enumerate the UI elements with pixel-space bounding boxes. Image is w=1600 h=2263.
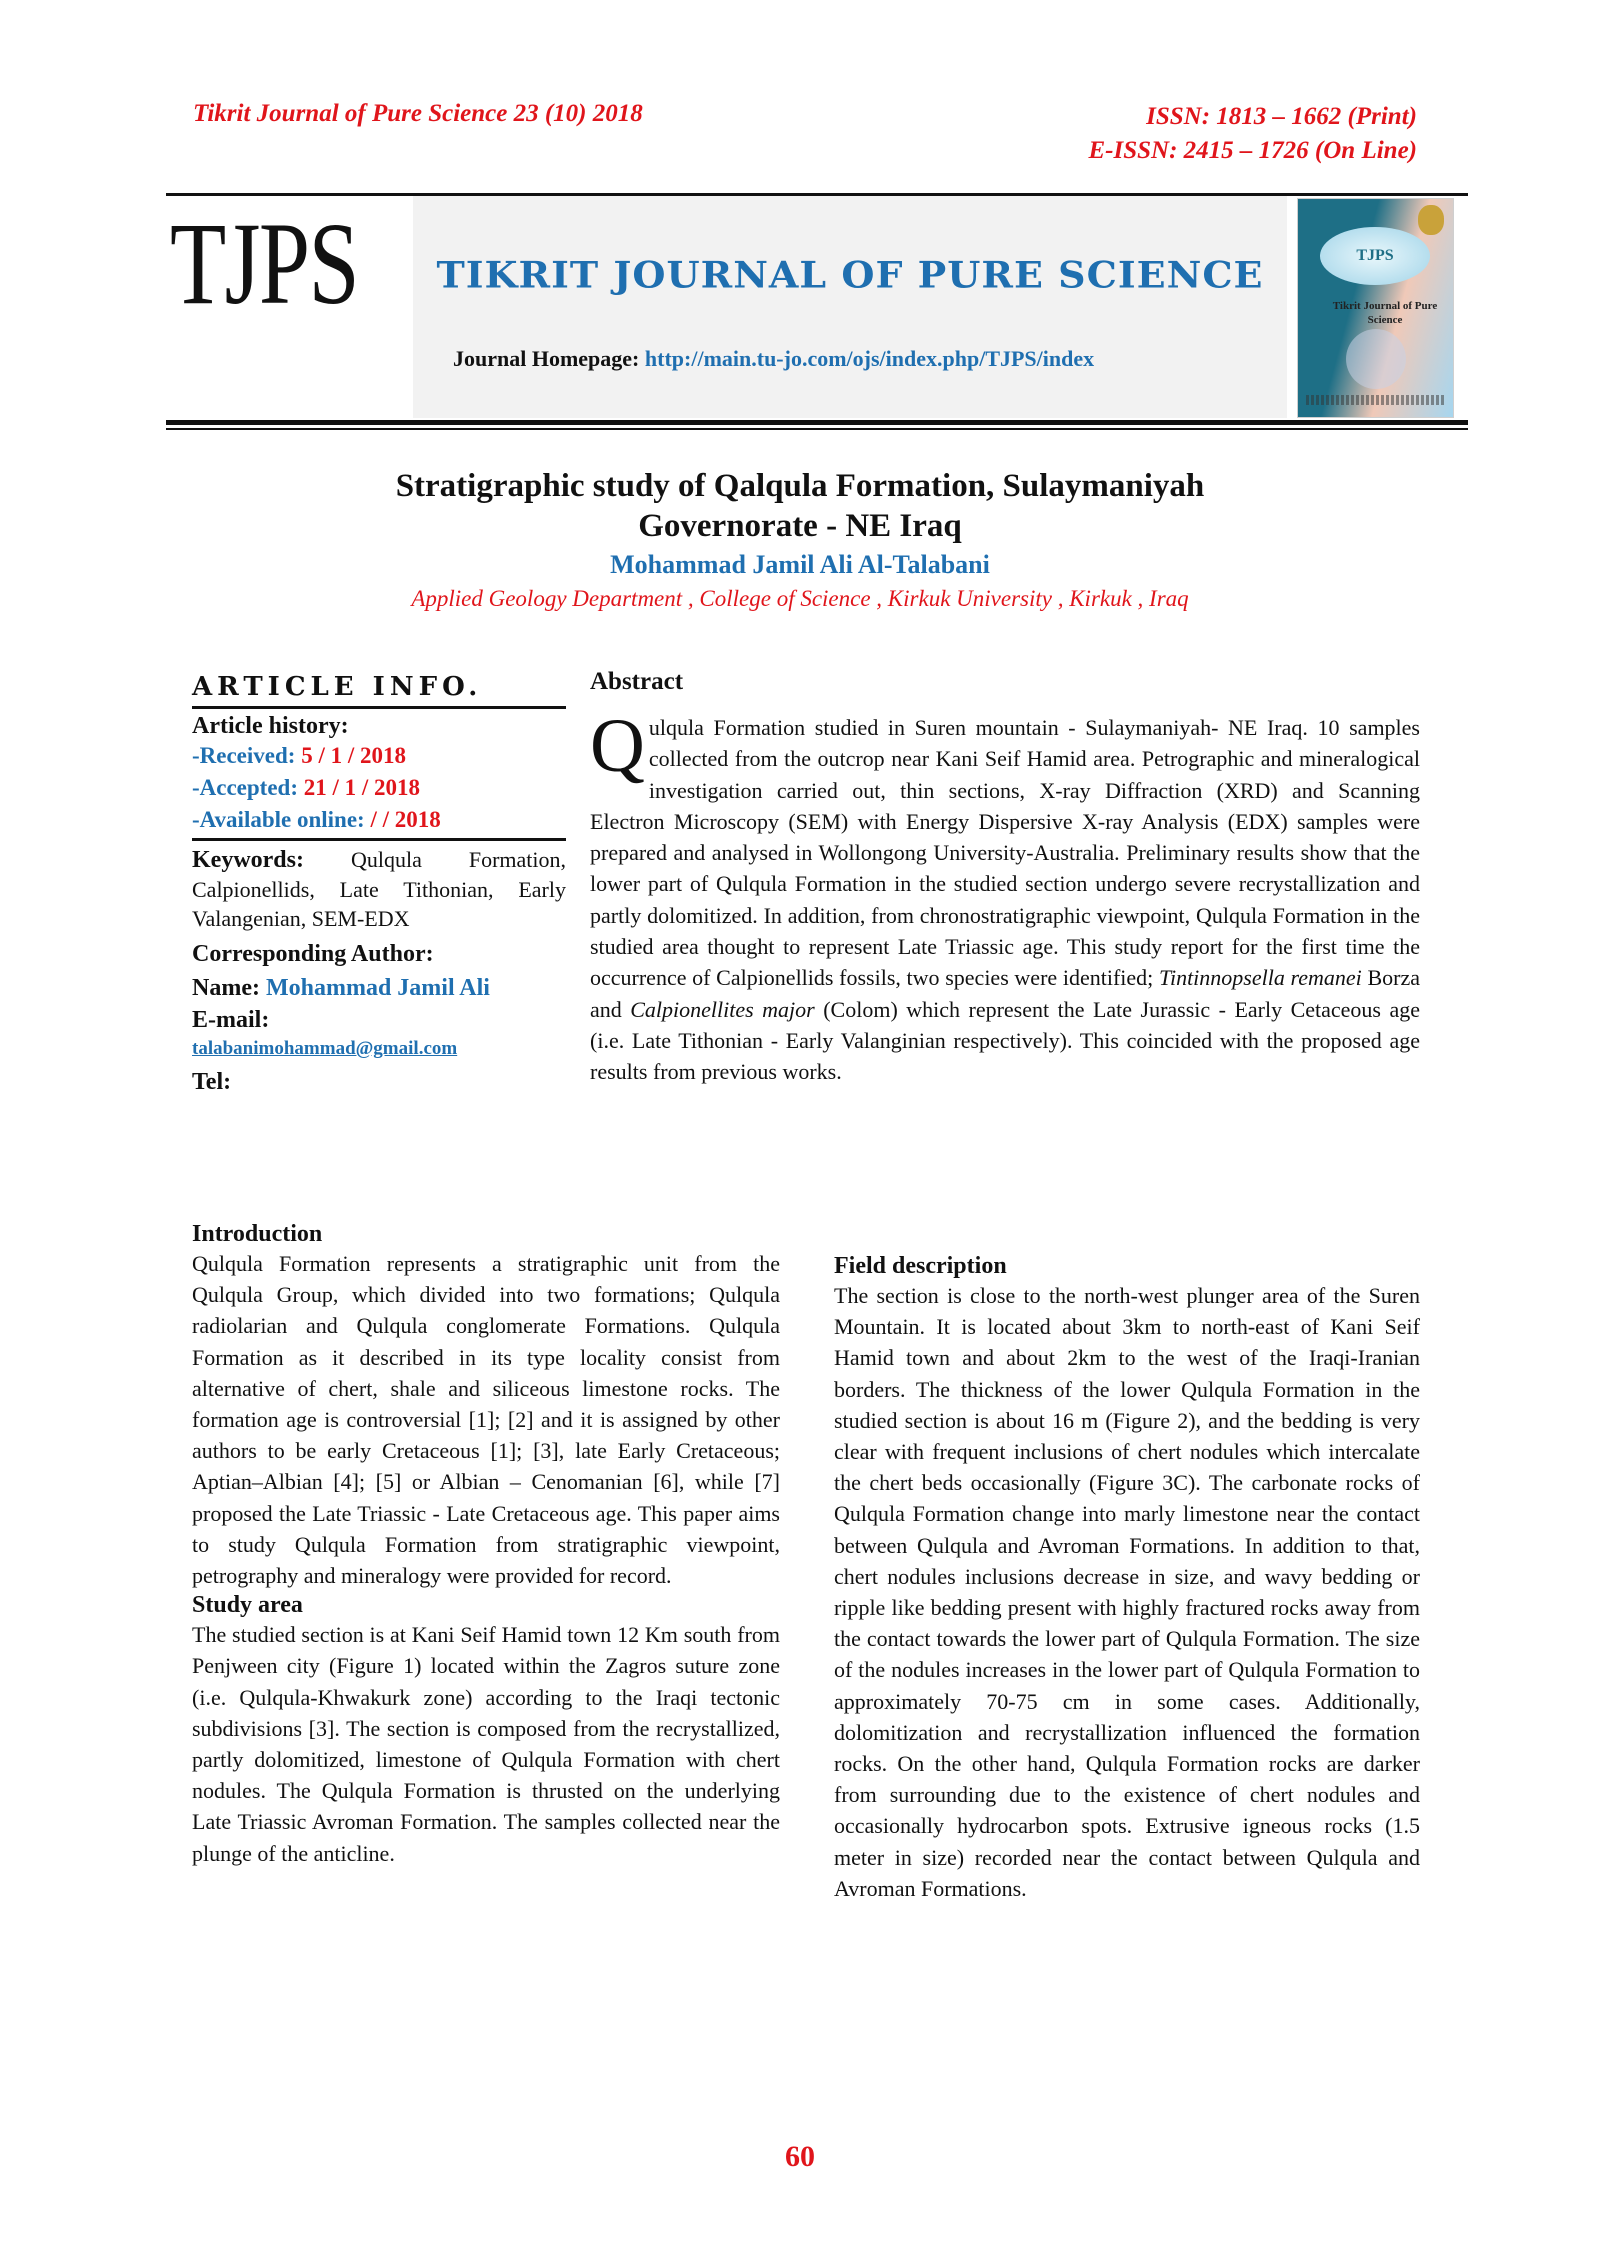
abstract-text-3: (Colom) which represent the Late Jurassic - Early Cetaceous age (i.e. Late Tithonian - Early Valanginian respectively). This coincided with the proposed age results from previous works.: [590, 996, 1421, 1085]
accepted-label: -Accepted:: [192, 775, 299, 800]
article-info-panel: [192, 672, 566, 1098]
abstract-body: [590, 704, 1421, 1088]
email-label: E-mail:: [192, 1007, 270, 1033]
study-area-text: The studied section is at Kani Seif Hamid town 12 Km south from Penjween city (Figure 1) located within the Zagros suture zone (i.e. Qulqula-Khwakurk zone) according to the Iraqi tectonic subdivisions [3]. The section is composed from the recrystallized, partly dolomitized, limestone of Qulqula Formation with chert nodules. The Qulqula Formation is thrusted on the underlying Late Triassic Avroman Formation. The samples collected near the plunge of the anticline.: [192, 1622, 780, 1866]
received-label: -Received:: [192, 743, 296, 768]
running-header-journal: Tikrit Journal of Pure Science 23 (10) 2018: [193, 100, 643, 127]
online-label: -Available online:: [192, 807, 365, 832]
species-calpionellites: Calpionellites major: [630, 996, 815, 1022]
article-title: [0, 466, 1600, 546]
received-date: 5 / 1 / 2018: [301, 743, 406, 768]
keywords-label: Keywords:: [192, 847, 304, 873]
running-header-issn: [1089, 100, 1418, 168]
homepage-link[interactable]: http://main.tu-jo.com/ojs/index.php/TJPS/index: [644, 346, 1095, 371]
right-column: [834, 1252, 1420, 1904]
issn-print: ISSN: 1813 – 1662 (Print): [1146, 103, 1417, 130]
university-emblem-icon: [1418, 205, 1444, 235]
homepage-label: Journal Homepage:: [453, 346, 640, 371]
cover-footer-text: [1306, 395, 1446, 405]
keywords-list: Qulqula Formation, Calpionellids, Late Tithonian, Early Valangenian, SEM-EDX: [192, 847, 566, 931]
name-label: Name:: [192, 975, 260, 1001]
abstract-text-2: Borza and: [590, 965, 1420, 1022]
history-accepted: [192, 772, 566, 804]
tjps-logo: TJPS: [170, 198, 359, 329]
article-info-heading: ARTICLE INFO.: [192, 672, 566, 709]
accepted-date: 21 / 1 / 2018: [303, 775, 421, 800]
author-email-link[interactable]: talabanimohammad@gmail.com: [192, 1038, 458, 1059]
issn-online: E-ISSN: 2415 – 1726 (On Line): [1088, 137, 1417, 164]
page-number: 60: [785, 2140, 815, 2173]
history-online: [192, 804, 566, 836]
species-tintinnopsella: Tintinnopsella remanei: [1158, 965, 1362, 991]
journal-banner: [413, 196, 1287, 418]
masthead-bottom-rule-thick: [166, 420, 1468, 425]
article-title-line-2: Governorate - NE Iraq: [638, 508, 962, 544]
study-area-heading: Study area: [192, 1592, 303, 1619]
corresponding-author-heading: Corresponding Author:: [192, 941, 434, 967]
article-history: [192, 713, 566, 841]
cover-title: Tikrit Journal of Pure Science: [1332, 300, 1438, 326]
author-name: Mohammad Jamil Ali: [265, 975, 490, 1001]
article-author: Mohammad Jamil Ali Al-Talabani: [610, 550, 990, 579]
introduction-heading: Introduction: [192, 1221, 323, 1247]
article-title-line-1: Stratigraphic study of Qalqula Formation, Sulaymaniyah: [395, 468, 1205, 504]
cover-oval-logo: TJPS: [1320, 227, 1430, 285]
masthead-bottom-rule-thin: [166, 428, 1468, 430]
abstract-section: [590, 668, 1420, 1088]
author-name-row: [192, 972, 566, 1004]
field-description-text: The section is close to the north-west plunger area of the Suren Mountain. It is located about 3km to north-east of Kani Seif Hamid town and about 2km to the west of the Iraqi-Iranian borders. The thickness of the lower Qulqula Formation in the studied section is about 16 m (Figure 2), and the bedding is very clear with frequent inclusions of chert nodules which intercalate the chert beds occasionally (Figure 3C). The carbonate rocks of Qulqula Formation change into marly limestone near the contact between Qulqula and Avroman Formations. In addition to that, chert nodules inclusions decrease in size, and wavy bedding or ripple like bedding present with highly fractured rocks away from the contact towards the lower part of Qulqula Formation. The size of the nodules increases in the lower part of Qulqula Formation to approximately 70-75 cm in some cases. Additionally, dolomitization and recrystallization influenced the formation rocks. On the other hand, Qulqula Formation rocks are darker from surrounding due to the existence of chert nodules and occasionally hydrocarbon spots. Extrusive igneous rocks (1.5 meter in size) recorded near the contact between Qulqula and Avroman Formations.: [834, 1283, 1420, 1901]
online-date: / / 2018: [370, 807, 441, 832]
history-received: [192, 740, 566, 772]
tel-label: Tel:: [192, 1069, 232, 1095]
journal-homepage: [453, 346, 1094, 372]
article-affiliation: Applied Geology Department , College of Science , Kirkuk University , Kirkuk , Iraq: [411, 586, 1189, 611]
abstract-text-1: ulqula Formation studied in Suren mountain - Sulaymaniyah- NE Iraq. 10 samples collected from the outcrop near Kani Seif Hamid area. Petrographic and mineralogical investigation carried out, thin sections, X-ray Diffraction (XRD) and Scanning Electron Microscopy (SEM) with Energy Dispersive X-ray Analysis (EDX) samples were prepared and analysed in Wollongong University-Australia. Preliminary results show that the lower part of Qulqula Formation in the studied section undergo severe recrystallization and partly dolomitized. In addition, from chronostratigraphic viewpoint, Qulqula Formation in the studied area thought to represent Late Triassic age. This study report for the first time the occurrence of Calpionellids fossils, two species were identified;: [590, 715, 1420, 991]
cover-seal-icon: [1346, 329, 1406, 389]
introduction-text: Qulqula Formation represents a stratigraphic unit from the Qulqula Group, which divided into two formations; Qulqula radiolarian and Qulqula conglomerate Formations. Qulqula Formation as it described in its type locality consist from alternative of chert, shale and siliceous limestone rocks. The formation age is controversial [1]; [2] and it is assigned by other authors to be early Cretaceous [1]; [3], late Early Cretaceous; Aptian–Albian [4]; [5] or Albian – Cenomanian [6], while [7] proposed the Late Triassic - Late Cretaceous age. This paper aims to study Qulqula Formation from stratigraphic viewpoint, petrography and mineralogy were provided for record.: [192, 1251, 780, 1589]
abstract-dropcap: Q: [590, 704, 645, 788]
left-column: [192, 1220, 780, 1869]
abstract-heading: Abstract: [590, 668, 684, 695]
field-description-heading: Field description: [834, 1253, 1007, 1279]
banner-title: TIKRIT JOURNAL OF PURE SCIENCE: [436, 253, 1264, 296]
journal-cover-image: [1297, 198, 1454, 418]
history-label: Article history:: [192, 713, 349, 739]
keywords: [192, 845, 566, 933]
